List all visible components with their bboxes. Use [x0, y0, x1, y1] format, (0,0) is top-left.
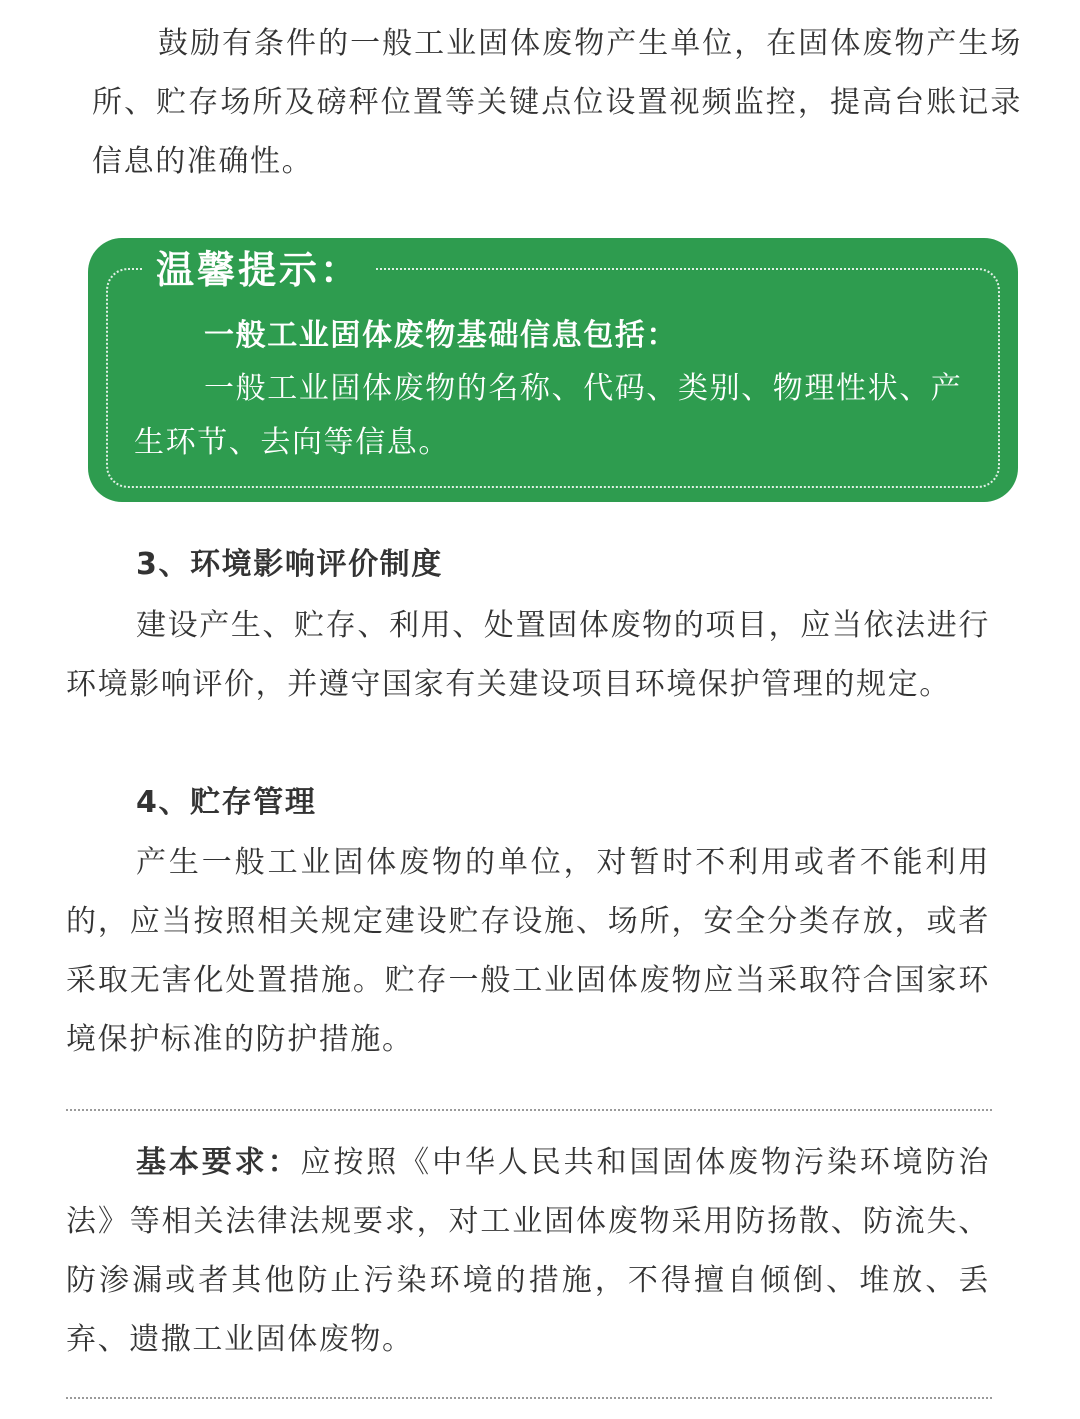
tip-body: 一般工业固体废物的名称、代码、类别、物理性状、产生环节、去向等信息。 — [134, 371, 963, 460]
paragraph-eia: 建设产生、贮存、利用、处置固体废物的项目，应当依法进行环境影响评价，并遵守国家有关建设项目环境保护管理的规定。 — [66, 608, 990, 702]
tip-title: 温馨提示： — [142, 244, 375, 296]
basic-requirement-label: 基本要求： — [136, 1145, 301, 1180]
dotted-divider-bottom — [66, 1397, 992, 1399]
section-heading-eia: 3、环境影响评价制度 — [136, 547, 443, 582]
dotted-divider-top — [66, 1109, 992, 1111]
tip-subtitle: 一般工业固体废物基础信息包括： — [204, 318, 678, 353]
section-heading-storage: 4、贮存管理 — [136, 785, 317, 820]
basic-requirement-body: 应按照《中华人民共和国固体废物污染环境防治法》等相关法律法规要求，对工业固体废物采用防扬散、防流失、防渗漏或者其他防止污染环境的措施，不得擅自倾倒、堆放、丢弃、遗撒工业固体废物。 — [66, 1145, 990, 1357]
tip-box — [88, 238, 1018, 502]
paragraph-storage: 产生一般工业固体废物的单位，对暂时不利用或者不能利用的，应当按照相关规定建设贮存设施、场所，安全分类存放，或者采取无害化处置措施。贮存一般工业固体废物应当采取符合国家环境保护标准的防护措施。 — [66, 845, 990, 1057]
paragraph-video-monitoring: 鼓励有条件的一般工业固体废物产生单位，在固体废物产生场所、贮存场所及磅秤位置等关键点位设置视频监控，提高台账记录信息的准确性。 — [92, 26, 1022, 179]
paragraph-basic-requirement — [66, 1133, 990, 1369]
